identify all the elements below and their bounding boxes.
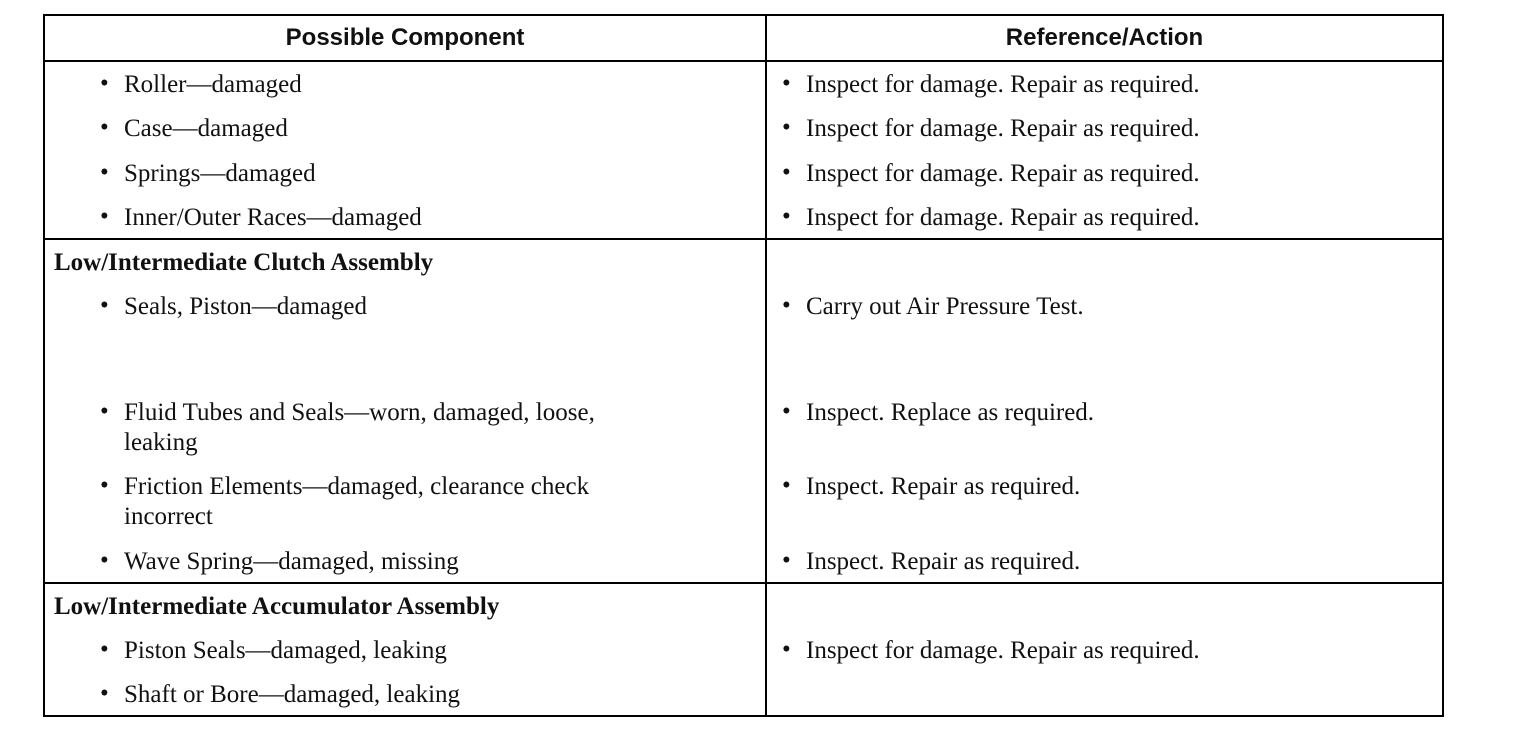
bullet-icon: • — [782, 203, 791, 230]
component-cell — [44, 61, 766, 239]
bullet-icon: • — [782, 547, 791, 574]
list-item: Case—damaged — [124, 115, 288, 142]
list-item: Inspect. Repair as required. — [806, 548, 1081, 575]
bullet-icon: • — [100, 398, 109, 425]
list-item: Inspect for damage. Repair as required. — [806, 115, 1200, 142]
bullet-icon: • — [782, 636, 791, 663]
list-item: Inspect for damage. Repair as required. — [806, 71, 1200, 98]
list-item: Shaft or Bore—damaged, leaking — [124, 681, 461, 708]
bullet-icon: • — [100, 636, 109, 663]
list-item: Fluid Tubes and Seals—worn, damaged, loose, — [124, 399, 595, 426]
header-reference-action: Reference/Action — [766, 15, 1443, 61]
list-item: Inspect for damage. Repair as required. — [806, 204, 1200, 231]
header-row — [44, 15, 1443, 61]
header-possible-component: Possible Component — [44, 15, 766, 61]
bullet-icon: • — [782, 472, 791, 499]
list-item: Inspect for damage. Repair as required. — [806, 637, 1200, 664]
list-item-continuation: leaking — [124, 429, 198, 456]
bullet-icon: • — [782, 70, 791, 97]
list-item: Inspect. Repair as required. — [806, 473, 1081, 500]
list-item: Carry out Air Pressure Test. — [806, 293, 1084, 320]
bullet-icon: • — [100, 680, 109, 707]
diagnosis-table — [43, 14, 1444, 717]
list-item: Inner/Outer Races—damaged — [124, 204, 422, 231]
list-item: Wave Spring—damaged, missing — [124, 548, 459, 575]
bullet-icon: • — [100, 114, 109, 141]
bullet-icon: • — [782, 114, 791, 141]
list-item: Springs—damaged — [124, 160, 316, 187]
action-cell — [766, 61, 1443, 239]
bullet-icon: • — [782, 159, 791, 186]
action-cell — [766, 239, 1443, 583]
bullet-icon: • — [782, 292, 791, 319]
list-item: Seals, Piston—damaged — [124, 293, 368, 320]
action-cell — [766, 583, 1443, 716]
table-row — [44, 61, 1443, 239]
table-row — [44, 239, 1443, 583]
component-cell — [44, 239, 766, 583]
list-item: Roller—damaged — [124, 71, 302, 98]
component-cell — [44, 583, 766, 716]
list-item: Inspect for damage. Repair as required. — [806, 160, 1200, 187]
bullet-icon: • — [100, 547, 109, 574]
bullet-icon: • — [100, 70, 109, 97]
bullet-icon: • — [100, 203, 109, 230]
table-row — [44, 583, 1443, 716]
bullet-icon: • — [100, 159, 109, 186]
bullet-icon: • — [782, 398, 791, 425]
bullet-icon: • — [100, 292, 109, 319]
list-item: Piston Seals—damaged, leaking — [124, 637, 447, 664]
list-item: Inspect. Replace as required. — [806, 399, 1095, 426]
list-item: Friction Elements—damaged, clearance check — [124, 473, 590, 500]
section-heading: Low/Intermediate Accumulator Assembly — [54, 593, 500, 620]
section-heading: Low/Intermediate Clutch Assembly — [54, 249, 434, 276]
bullet-icon: • — [100, 472, 109, 499]
list-item-continuation: incorrect — [124, 503, 213, 530]
